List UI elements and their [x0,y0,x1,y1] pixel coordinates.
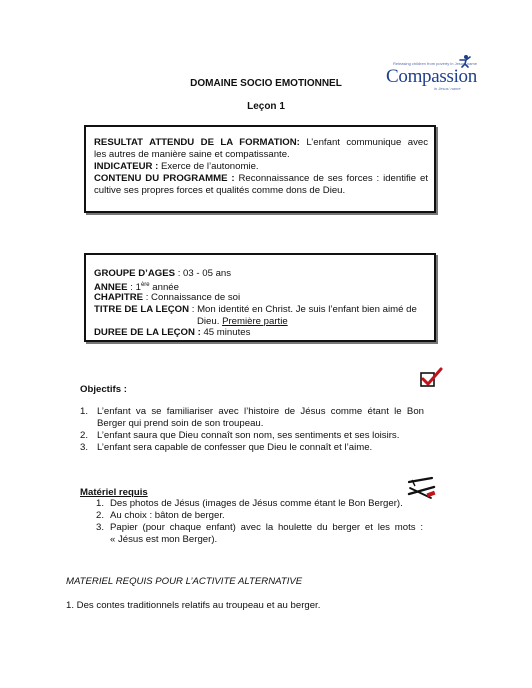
indicateur-text: Exerce de l’autonomie. [160,161,259,172]
contenu-label: CONTENU DU PROGRAMME : [94,173,235,184]
objectif-text-1: L’enfant va se familiariser avec l’histoire de Jésus comme étant le Bon [97,406,424,417]
materiel-text-1: Des photos de Jésus (images de Jésus comme étant le Bon Berger). [110,498,403,509]
chapitre-label: CHAPITRE [94,292,144,303]
duree-label: DUREE DE LA LEÇON : [94,327,201,338]
materiel-text-2: Au choix : bâton de berger. [110,510,225,521]
logo-subtag: in Jesus' name [434,86,461,91]
materiel-heading: Matériel requis [80,487,148,498]
materiel-text-3-cont: « Jésus est mon Berger). [110,534,218,545]
logo-figure-icon [458,54,472,68]
alternative-item: 1. Des contes traditionnels relatifs au troupeau et au berger. [66,600,321,611]
resultat-text-cont: les autres de manière saine et compatissante. [94,149,290,160]
chapitre-line [94,292,240,304]
objectif-num-2: 2. [80,430,89,441]
titre-part: Première partie [222,316,288,327]
resultat-text: L’enfant communique avec [306,137,429,148]
page-title: DOMAINE SOCIO EMOTIONNEL [190,78,342,89]
logo-wordmark: Compassion [386,66,477,87]
logo-tagline: Releasing children from poverty in Jesus' name [393,61,477,66]
annee-suffix: année [149,282,179,294]
materiel-num-2: 2. [96,510,105,521]
duree-text: 45 minutes [203,327,251,338]
objectif-num-3: 3. [80,442,89,453]
groupe-line [94,268,231,280]
checkbox-check-icon [418,367,444,389]
materiel-num-1: 1. [96,498,105,509]
lesson-title: Leçon 1 [247,101,285,112]
objectif-text-2: L’enfant saura que Dieu connaît son nom, ses sentiments et ses loisirs. [97,430,400,441]
alternative-heading: MATERIEL REQUIS POUR L’ACTIVITE ALTERNATIVE [66,576,303,587]
materiel-text-3: Papier (pour chaque enfant) avec la houlette du berger et les mots : [110,522,423,533]
materiel-num-3: 3. [96,522,105,533]
indicateur-label: INDICATEUR : [94,161,159,172]
annee-sup: ère [140,282,150,288]
resultat-label: RESULTAT ATTENDU DE LA FORMATION: [94,137,300,148]
groupe-label: GROUPE D’AGES [94,268,176,279]
titre-line-2 [197,316,288,328]
titre-line [94,304,417,316]
objectif-text-3: L’enfant sera capable de confesser que Dieu le connaît et l’aime. [97,442,373,453]
duree-line [94,327,250,339]
resultat-line [94,137,428,149]
chapitre-text: : Connaissance de soi [145,292,241,303]
groupe-text: : 03 - 05 ans [177,268,232,279]
annee-prefix: : 1 [130,282,141,294]
objectif-text-1-cont: Berger qui prend soin de son troupeau. [97,418,264,429]
compassion-logo [384,54,476,94]
contenu-text-cont: cultive ses propres forces et qualités comme dons de Dieu. [94,185,346,196]
objectif-num-1: 1. [80,406,89,417]
titre-text: : Mon identité en Christ. Je suis l’enfant bien aimé de [191,304,417,315]
annee-label: ANNEE [94,282,128,294]
titre-label: TITRE DE LA LEÇON [94,304,190,315]
titre-text-cont: Dieu. [197,316,220,327]
indicateur-line [94,161,259,173]
contenu-text: Reconnaissance de ses forces : identifie et [238,173,428,184]
objectifs-heading: Objectifs : [80,384,127,395]
contenu-line [94,173,428,185]
school-supplies-icon [406,476,438,500]
